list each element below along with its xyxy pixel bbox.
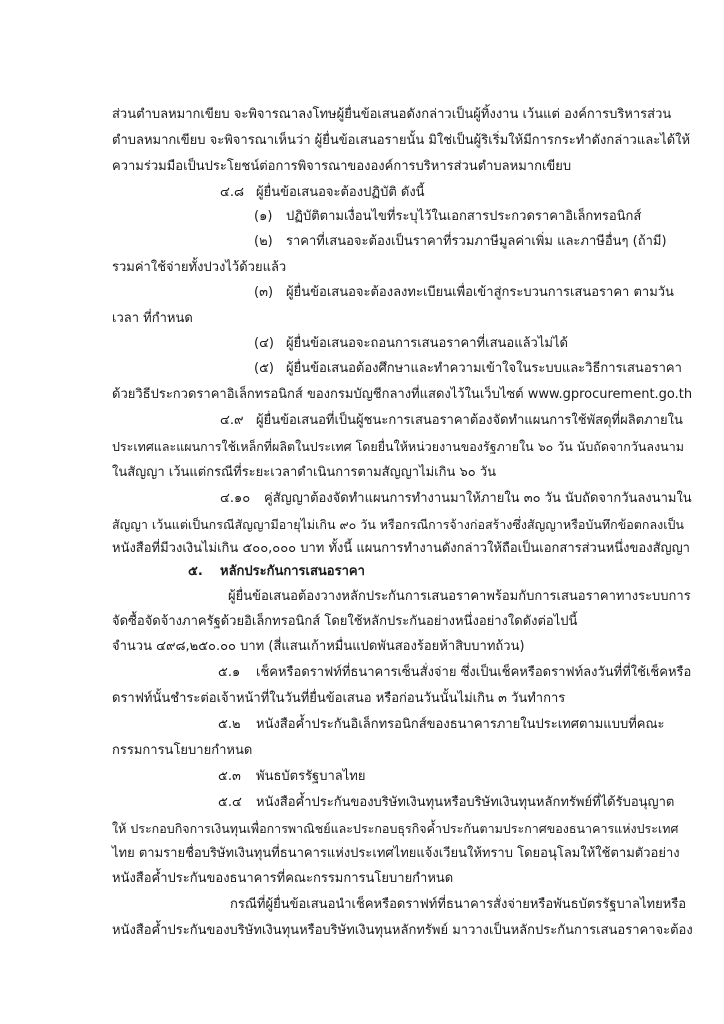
- list-item: ปฏิบัติตามเงื่อนไขที่ระบุไว้ในเอกสารประกวดราคาอิเล็กทรอนิกส์: [286, 209, 642, 224]
- paragraph-line: หนังสือค้ำประกันอิเล็กทรอนิกส์ของธนาคารภายในประเทศตามแบบที่คณะ: [256, 717, 665, 732]
- paragraph-line: หนังสือที่มีวงเงินไม่เกิน ๕๐๐,๐๐๐ บาท ทั้งนี้ แผนการทำงานดังกล่าวให้ถือเป็นเอกสารส่วนหนึ่งของสัญญา: [112, 541, 690, 556]
- paragraph-line: หนังสือค้ำประกันของบริษัทเงินทุนหรือบริษัทเงินทุนหลักทรัพย์ มาวางเป็นหลักประกันการเสนอราคาจะต้อง: [112, 923, 693, 938]
- list-item: ผู้ยื่นข้อเสนอจะต้องลงทะเบียนเพื่อเข้าสู่กระบวนการเสนอราคา ตามวัน: [286, 285, 674, 300]
- section-heading: หลักประกันการเสนอราคา: [220, 564, 365, 579]
- clause-number: ๕.๑: [218, 665, 241, 680]
- list-number: (๕): [254, 361, 274, 376]
- paragraph-line: ความร่วมมือเป็นประโยชน์ต่อการพิจารณาขององค์การบริหารส่วนตำบลหมากเขียบ: [112, 159, 572, 174]
- paragraph-line: กรณีที่ผู้ยื่นข้อเสนอนำเช็คหรือดราฟท์ที่ธนาคารสั่งจ่ายหรือพันธบัตรรัฐบาลไทยหรือ: [230, 897, 687, 912]
- list-number: (๔): [254, 336, 274, 351]
- paragraph-line: คู่สัญญาต้องจัดทำแผนการทำงานมาให้ภายใน ๓๐ วัน นับถัดจากวันลงนามใน: [264, 491, 692, 506]
- paragraph-line: เช็คหรือดราฟท์ที่ธนาคารเซ็นสั่งจ่าย ซึ่งเป็นเช็คหรือดราฟท์ลงวันที่ที่ใช้เช็คหรือ: [256, 665, 692, 680]
- list-item: ผู้ยื่นข้อเสนอต้องศึกษาและทำความเข้าใจในระบบและวิธีการเสนอราคา: [286, 361, 682, 376]
- paragraph-line: ผู้ยื่นข้อเสนอที่เป็นผู้ชนะการเสนอราคาต้องจัดทำแผนการใช้พัสดุที่ผลิตภายใน: [256, 413, 683, 428]
- section-number: ๕.: [188, 564, 203, 579]
- paragraph-line: ไทย ตามรายชื่อบริษัทเงินทุนที่ธนาคารแห่งประเทศไทยแจ้งเวียนให้ทราบ โดยอนุโลมให้ใช้ตามตัวอย่าง: [112, 846, 680, 861]
- paragraph-line: ตำบลหมากเขียบ จะพิจารณาเห็นว่า ผู้ยื่นข้อเสนอรายนั้น มิใช่เป็นผู้ริเริ่มให้มีการกระทำดังกล่าวและได้ให้: [112, 133, 691, 148]
- clause-heading: ผู้ยื่นข้อเสนอจะต้องปฏิบัติ ดังนี้: [256, 185, 425, 200]
- list-number: (๒): [254, 234, 273, 249]
- list-item: ผู้ยื่นข้อเสนอจะถอนการเสนอราคาที่เสนอแล้วไม่ได้: [286, 336, 568, 351]
- paragraph-line: พันธบัตรรัฐบาลไทย: [256, 769, 366, 784]
- clause-number: ๕.๔: [218, 795, 242, 810]
- paragraph-line: ดราฟท์นั้นชำระต่อเจ้าหน้าที่ในวันที่ยื่นข้อเสนอ หรือก่อนวันนั้นไม่เกิน ๓ วันทำการ: [112, 691, 566, 706]
- paragraph-line: กรรมการนโยบายกำหนด: [112, 743, 253, 758]
- paragraph-line: ให้ ประกอบกิจการเงินทุนเพื่อการพาณิชย์และประกอบธุรกิจค้ำประกันตามประกาศของธนาคารแห่งประเทศ: [112, 821, 679, 836]
- paragraph-line: หนังสือค้ำประกันของธนาคารที่คณะกรรมการนโยบายกำหนด: [112, 871, 454, 886]
- clause-number: ๕.๓: [218, 769, 241, 784]
- clause-number: ๔.๙: [220, 413, 244, 428]
- paragraph-line: ผู้ยื่นข้อเสนอต้องวางหลักประกันการเสนอราคาพร้อมกับการเสนอราคาทางระบบการ: [228, 589, 691, 604]
- clause-number: ๔.๑๐: [220, 491, 251, 506]
- paragraph-line: หนังสือค้ำประกันของบริษัทเงินทุนหรือบริษัทเงินทุนหลักทรัพย์ที่ได้รับอนุญาต: [256, 795, 675, 810]
- paragraph-line: สัญญา เว้นแต่เป็นกรณีสัญญามีอายุไม่เกิน ๙๐ วัน หรือกรณีการจ้างก่อสร้างซึ่งสัญญาหรือบันทึกข้อตกลงเป็น: [112, 517, 684, 532]
- paragraph-line: เวลา ที่กำหนด: [112, 311, 193, 326]
- list-number: (๑): [254, 209, 273, 224]
- paragraph-line: ด้วยวิธีประกวดราคาอิเล็กทรอนิกส์ ของกรมบัญชีกลางที่แสดงไว้ในเว็บไซต์ www.gprocurement.go.th: [112, 387, 693, 402]
- list-number: (๓): [254, 285, 274, 300]
- list-item: ราคาที่เสนอจะต้องเป็นราคาที่รวมภาษีมูลค่าเพิ่ม และภาษีอื่นๆ (ถ้ามี): [286, 234, 667, 249]
- paragraph-line: จัดซื้อจัดจ้างภาครัฐด้วยอิเล็กทรอนิกส์ โดยใช้หลักประกันอย่างหนึ่งอย่างใดดังต่อไปนี้: [112, 614, 578, 629]
- clause-number: ๕.๒: [218, 717, 241, 732]
- paragraph-line: ประเทศและแผนการใช้เหล็กที่ผลิตในประเทศ โดยยื่นให้หน่วยงานของรัฐภายใน ๖๐ วัน นับถัดจากวันลงนาม: [112, 439, 684, 454]
- paragraph-line: จำนวน ๔๙๘,๒๕๐.๐๐ บาท (สี่แสนเก้าหมื่นแปดพันสองร้อยห้าสิบบาทถ้วน): [112, 639, 525, 654]
- paragraph-line: ในสัญญา เว้นแต่กรณีที่ระยะเวลาดำเนินการตามสัญญาไม่เกิน ๖๐ วัน: [112, 465, 497, 480]
- paragraph-line: ส่วนตำบลหมากเขียบ จะพิจารณาลงโทษผู้ยื่นข้อเสนอดังกล่าวเป็นผู้ทิ้งงาน เว้นแต่ องค์การบริหารส่วน: [112, 107, 672, 122]
- paragraph-line: รวมค่าใช้จ่ายทั้งปวงไว้ด้วยแล้ว: [112, 260, 287, 275]
- clause-number: ๔.๘: [220, 185, 245, 200]
